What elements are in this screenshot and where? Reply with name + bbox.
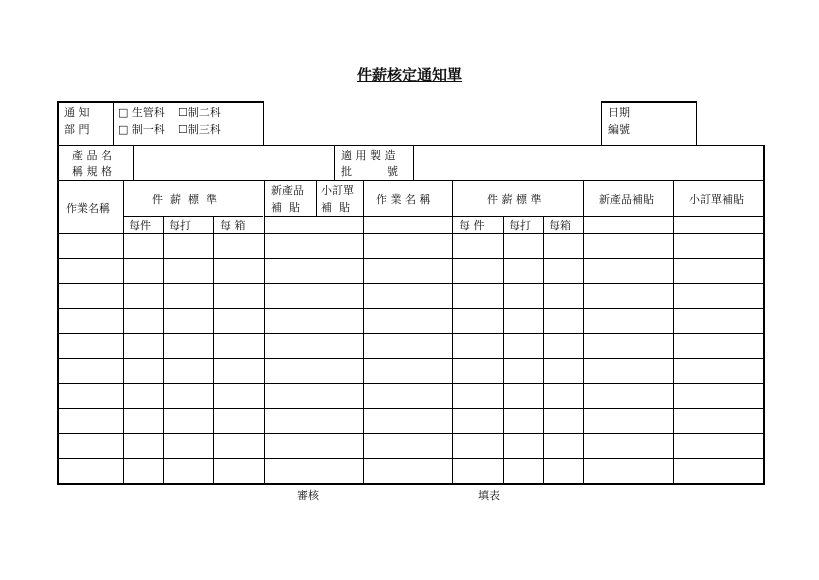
product-name-label-1: 產 品 名: [72, 149, 112, 162]
grid-line-h: [57, 358, 763, 359]
batch-label-2: 批 號: [341, 165, 398, 178]
batch-label-1: 適 用 製 造: [341, 149, 396, 162]
grid-line-h: [57, 333, 763, 334]
grid-line-v: [113, 101, 114, 145]
grid-line-h: [57, 458, 763, 459]
grid-line-v: [133, 145, 134, 180]
product-name-label-2: 稱 規 格: [72, 165, 112, 178]
number-label: 編號: [608, 123, 630, 136]
col-new-subsidy: 新產品補貼: [599, 193, 654, 206]
grid-line-v: [334, 145, 335, 180]
col-small-subsidy: 小訂單補貼: [689, 193, 744, 206]
sub-per-piece-2: 每 件: [459, 219, 485, 232]
notify-dept-label-1: 通 知: [64, 106, 90, 119]
option-production-control[interactable]: □ 生管科: [118, 106, 165, 119]
option-manufacturing-1[interactable]: □ 制一科: [118, 123, 165, 136]
date-label: 日期: [608, 106, 630, 119]
form-title: 件薪核定通知單: [356, 66, 462, 84]
col-rate-standard: 件 薪 標 準: [152, 193, 217, 206]
sub-per-box-2: 每箱: [549, 219, 571, 232]
grid-line-h: [57, 180, 763, 181]
col-rate-standard-2: 件 薪 標 準: [487, 193, 542, 206]
col-small-order-1: 小訂單: [321, 184, 354, 197]
col-new-product-2: 補 貼: [271, 201, 300, 214]
grid-line-v: [316, 180, 317, 216]
grid-line-v: [213, 216, 214, 485]
col-work-name-2: 作 業 名 稱: [376, 193, 431, 206]
grid-line-v: [601, 101, 602, 145]
grid-line-h: [601, 101, 696, 103]
grid-line-v: [163, 216, 164, 485]
grid-line-v: [503, 216, 504, 485]
col-small-order-2: 補 貼: [321, 201, 350, 214]
sub-per-dozen-2: 每打: [509, 219, 531, 232]
grid-line-v: [696, 101, 697, 145]
grid-line-v: [763, 145, 765, 485]
grid-line-h: [57, 483, 763, 485]
fill-label: 填表: [478, 489, 500, 502]
sub-per-dozen: 每打: [169, 219, 191, 232]
col-work-name: 作業名稱: [66, 202, 110, 215]
grid-line-h: [57, 408, 763, 409]
grid-line-h: [264, 216, 763, 217]
sub-per-piece: 每件: [129, 219, 151, 232]
col-new-product-1: 新產品: [271, 184, 304, 197]
option-manufacturing-3[interactable]: ☐制三科: [178, 123, 221, 136]
grid-line-v: [57, 101, 59, 485]
sub-per-box: 每 箱: [220, 219, 246, 232]
grid-line-v: [543, 216, 544, 485]
grid-line-h: [57, 258, 763, 259]
grid-line-h: [57, 308, 763, 309]
grid-line-h: [57, 145, 763, 146]
grid-line-h: [57, 233, 763, 234]
notify-dept-label-2: 部 門: [64, 123, 90, 136]
grid-line-v: [263, 101, 264, 145]
grid-line-v: [413, 145, 414, 180]
grid-line-h: [57, 283, 763, 284]
grid-line-h: [57, 383, 763, 384]
grid-line-h: [57, 101, 263, 103]
review-label: 審核: [297, 489, 319, 502]
option-manufacturing-2[interactable]: ☐制二科: [178, 106, 221, 119]
grid-line-h: [57, 433, 763, 434]
grid-line-h: [123, 216, 263, 217]
